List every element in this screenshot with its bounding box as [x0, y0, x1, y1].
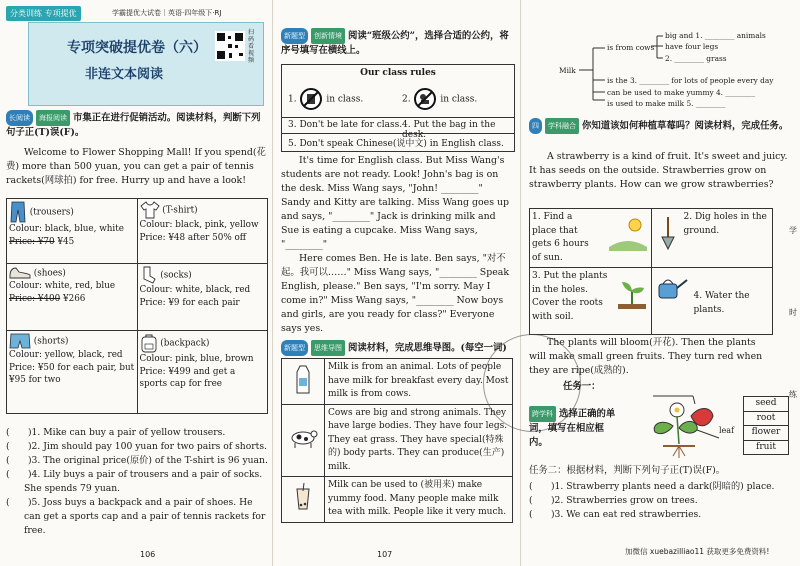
- product-name: (shoes): [33, 268, 66, 279]
- section-tag2: 创新情境: [311, 28, 345, 44]
- section-tag2: 思维导图: [311, 340, 345, 356]
- table-row: [282, 477, 513, 523]
- product-colour: Colour: pink, blue, brown: [139, 354, 254, 364]
- question-item[interactable]: ( )4. Lily buys a pair of trousers and a pair of socks. She spends 79 yuan.: [6, 469, 263, 494]
- product-price: Price: ¥48 after 50% off: [139, 232, 247, 243]
- word-bank: [743, 396, 789, 455]
- new-price: ¥266: [63, 293, 86, 304]
- section-mindmap-header: [281, 340, 513, 356]
- section-tag: 四: [529, 118, 542, 134]
- section-tag2: 学科融合: [545, 118, 579, 134]
- shovel-icon: [655, 215, 681, 251]
- mindmap-branch: is from cows: [607, 43, 655, 52]
- product-price: Price: ¥499 and get a sports cap for free: [139, 366, 236, 390]
- banner-subtitle: 非连文本阅读: [85, 67, 164, 82]
- product-colour: Colour: black, blue, white: [9, 224, 124, 234]
- section-1-tag: 长阅读: [6, 110, 33, 126]
- product-cell: [7, 264, 138, 331]
- task-1-instruction: 跨学科 选择正确的单词，填写在相应框内。: [529, 406, 621, 450]
- story-paragraph: Here comes Ben. He is late. Ben says, "对不起。我可以……" Miss Wang says, "________ Speak English, please." Ben says, "I'm sorry. May I come in?" Miss Wang says, "________ Now boys and girls, are you ready for class?" Everyone says yes.: [281, 253, 510, 334]
- word-option[interactable]: flower: [744, 426, 788, 441]
- task-2-label: 任务二：根据材料，判断下列句子正(T)误(F)。: [529, 465, 726, 476]
- question-list-right: [529, 480, 791, 522]
- milk-carton-icon: [294, 364, 312, 394]
- shoes-icon: [9, 266, 31, 280]
- question-item[interactable]: ( )1. Strawberry plants need a dark(阴暗的) place.: [529, 481, 775, 492]
- series-tag: 分类训练 专项提优: [6, 6, 81, 21]
- section-instruction: 阅读材料，完成思维导图。(每空一词): [347, 342, 507, 354]
- rule-4: 4. Put the bag in the desk.: [402, 120, 496, 140]
- product-price: Price: ¥9 for each pair: [139, 297, 240, 308]
- product-cell: [7, 331, 138, 414]
- step-text: 1. Find a place that gets 6 hours of sun.: [532, 212, 589, 263]
- word-option[interactable]: fruit: [756, 441, 776, 452]
- section-instruction: 阅读“班级公约”，选择合适的公约，将序号填写在横线上。: [281, 30, 509, 56]
- table-row: [282, 359, 513, 405]
- product-name: (socks): [160, 270, 192, 281]
- leaf-label: leaf: [719, 426, 735, 435]
- right-page: [520, 0, 800, 566]
- question-item[interactable]: ( )3. We can eat red strawberries.: [529, 509, 702, 520]
- backpack-icon: [140, 333, 158, 353]
- product-name: (backpack): [160, 338, 210, 349]
- trousers-icon: [9, 201, 27, 223]
- qr-side-text: 扫码看视频: [248, 29, 255, 64]
- product-colour: Colour: white, black, red: [139, 285, 251, 295]
- section-tag: 新题型: [281, 28, 308, 44]
- rule-3: 3. Don't be late for class.: [288, 120, 403, 130]
- task-1-tag: 跨学科: [529, 406, 556, 422]
- series-title: 学霸提优大试卷｜英语·四年级下·RJ: [112, 9, 222, 17]
- sun-field-icon: [609, 215, 647, 251]
- mindmap-branch[interactable]: is the 3. ________ for lots of people every day: [607, 76, 774, 85]
- title-banner: [28, 22, 264, 106]
- section-1-tag2: 海报阅读: [36, 110, 70, 126]
- table-row: [530, 209, 773, 268]
- bloom-passage: The plants will bloom(开花). Then the plants will make small green fruits. They turn red when they are ripe(成熟的).: [529, 337, 763, 376]
- task-1-label: 任务一：: [563, 381, 601, 392]
- rule-1: 1. in class.: [288, 87, 363, 111]
- side-margin-chars: 学 时 练: [789, 226, 797, 399]
- table-row: [7, 199, 268, 264]
- banner-title: 专项突破提优卷（六）: [67, 40, 207, 56]
- socks-icon: [140, 266, 158, 284]
- mindmap-branch[interactable]: can be used to make yummy 4. ________: [607, 88, 755, 97]
- watering-can-icon: [655, 274, 689, 308]
- no-eating-icon: [299, 87, 323, 111]
- product-colour: Colour: yellow, black, red: [9, 350, 123, 360]
- table-row: [282, 404, 513, 477]
- steps-table: [529, 208, 773, 335]
- shorts-icon: [9, 333, 31, 349]
- left-page: [0, 0, 272, 566]
- old-price: Price: ¥400: [9, 293, 61, 304]
- section-1-instruction: 市集正在进行促销活动。阅读材料，判断下列句子正(T)误(F)。: [6, 112, 261, 138]
- class-rules-box: [281, 64, 515, 152]
- question-item[interactable]: ( )5. Joss buys a backpack and a pair of shoes. He can get a sports cap and a pair of tennis rackets for free.: [6, 497, 266, 536]
- product-table: [6, 198, 268, 414]
- question-item[interactable]: ( )2. Jim should pay 100 yuan for two pairs of shorts.: [6, 441, 267, 452]
- mindmap-leaf: have four legs: [665, 42, 719, 51]
- reading-table: [281, 358, 513, 523]
- reading-text: Milk can be used to (被用来) make yummy food. Many people make milk tea with milk. People like it very much.: [325, 477, 513, 523]
- word-option[interactable]: seed: [744, 397, 788, 412]
- intro-text: Welcome to Flower Shopping Mall! If you spend(花费) more than 500 yuan, you can get a pair of tennis rackets(网球拍) for free. Hurry up and have a look!: [6, 147, 266, 186]
- step-text: 3. Put the plants in the holes. Cover the roots with soil.: [532, 271, 608, 322]
- story-paragraph: It's time for English class. But Miss Wang's students are not ready. Look! John's bag is on the desk. Miss Wang says, "John! ________" Sandy and Kitty are talking. Miss Wang goes up and says, "________" Jack is drinking milk and Sue is eating a cupcake. Miss Wang says, "________": [281, 155, 510, 250]
- strawberry-plant-diagram: [633, 386, 743, 460]
- page-number-middle: 107: [377, 550, 393, 559]
- product-cell: [137, 331, 268, 414]
- mindmap-root: Milk: [559, 66, 576, 75]
- step-text: 4. Water the plants.: [693, 291, 750, 315]
- page-number-left: 106: [140, 550, 156, 559]
- product-name: (T-shirt): [162, 205, 198, 216]
- no-talking-icon: [413, 87, 437, 111]
- question-item[interactable]: ( )1. Mike can buy a pair of yellow trousers.: [6, 427, 226, 438]
- product-price: Price: ¥50 for each pair, but ¥95 for two: [9, 362, 135, 386]
- section-4-header: [529, 118, 789, 134]
- section-rules-header: [281, 28, 513, 58]
- rule-5: 5. Don't speak Chinese(说中文) in English class.: [288, 139, 504, 149]
- product-cell: [137, 199, 268, 264]
- table-row: [7, 264, 268, 331]
- qr-code-icon[interactable]: [215, 31, 245, 61]
- mindmap-leaf[interactable]: big and 1. ________ animals: [665, 31, 766, 40]
- cow-icon: [288, 427, 318, 449]
- product-cell: [137, 264, 268, 331]
- table-row: [7, 331, 268, 414]
- strawberry-passage: A strawberry is a kind of fruit. It's sweet and juicy. It has seeds on the outside. Strawberries grow on strawberry plants. How can we grow strawberries?: [529, 151, 788, 190]
- product-name: (trousers): [29, 207, 74, 218]
- milk-tea-icon: [294, 483, 312, 511]
- word-option[interactable]: root: [744, 412, 788, 427]
- question-item[interactable]: ( )3. The original price(原价) of the T-shirt is 96 yuan.: [6, 455, 268, 466]
- table-row: [530, 268, 773, 335]
- section-tag: 新题型: [281, 340, 308, 356]
- old-price: Price: ¥70: [9, 236, 55, 247]
- section-instruction: 你知道该如何种植草莓吗？阅读材料，完成任务。: [581, 120, 789, 132]
- new-price: ¥45: [57, 236, 75, 247]
- product-cell: [7, 199, 138, 264]
- question-item[interactable]: ( )2. Strawberries grow on trees.: [529, 495, 698, 506]
- mindmap-leaf[interactable]: 2. ________ grass: [665, 54, 727, 63]
- mindmap-branch[interactable]: is used to make milk 5. ________: [607, 99, 726, 108]
- rules-title: Our class rules: [360, 68, 436, 78]
- footer-watermark: 加微信 xuebazilliao11 获取更多免费资料!: [625, 547, 770, 556]
- step-text: 2. Dig holes in the ground.: [683, 212, 767, 236]
- product-colour: Colour: white, red, blue: [9, 281, 116, 292]
- question-list: [6, 426, 268, 538]
- seedling-icon: [616, 276, 648, 310]
- tshirt-icon: [140, 201, 160, 219]
- product-colour: Colour: black, pink, yellow: [139, 220, 259, 230]
- reading-text: Cows are big and strong animals. They have large bodies. They have four legs. They eat grass. They have special(特殊的) body parts. They can produce(生产) milk.: [325, 404, 513, 477]
- reading-text: Milk is from an animal. Lots of people have milk for breakfast every day. Most milk is from cows.: [325, 359, 513, 405]
- section-1-header: [6, 110, 268, 140]
- product-name: (shorts): [33, 336, 69, 347]
- mind-map: [521, 0, 800, 110]
- rule-2: 2. in class.: [402, 87, 477, 111]
- middle-page: [272, 0, 521, 566]
